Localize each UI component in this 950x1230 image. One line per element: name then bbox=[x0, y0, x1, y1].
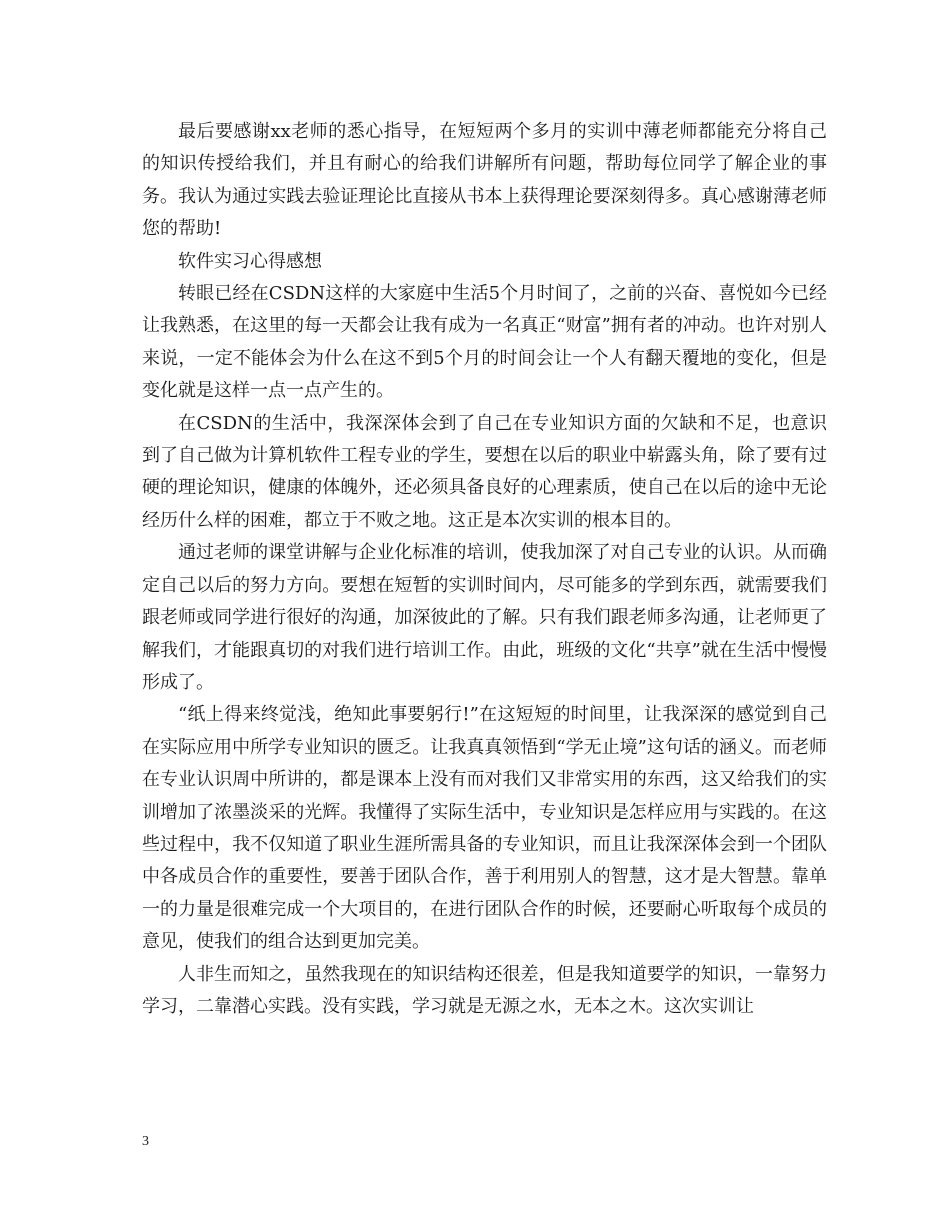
paragraph-learning: 人非生而知之，虽然我现在的知识结构还很差，但是我知道要学的知识，一靠努力学习，二靠潜心实践。没有实践，学习就是无源之水，无本之木。这次实训让 bbox=[142, 963, 827, 1017]
paragraph-thanks: 最后要感谢xx老师的悉心指导，在短短两个多月的实训中薄老师都能充分将自己的知识传授给我们，并且有耐心的给我们讲解所有问题，帮助每位同学了解企业的事务。我认为通过实践去验证理论比直接从书本上获得理论要深刻得多。真心感谢薄老师您的帮助! bbox=[142, 121, 827, 240]
paragraph-practice-quote: “纸上得来终觉浅，绝知此事要躬行!”在这短短的时间里，让我深深的感觉到自己在实际应用中所学专业知识的匮乏。让我真真领悟到“学无止境”这句话的涵义。而老师在专业认识周中所讲的，都是课本上没有而对我们又非常实用的东西，这又给我们的实训增加了浓墨淡采的光辉。我懂得了实际生活中，专业知识是怎样应用与实践的。在这些过程中，我不仅知道了职业生涯所需具备的专业知识，而且让我深深体会到一个团队中各成员合作的重要性，要善于团队合作，善于利用别人的智慧，这才是大智慧。靠单一的力量是很难完成一个大项目的，在进行团队合作的时候，还要耐心听取每个成员的意见，使我们的组合达到更加完美。 bbox=[142, 704, 827, 953]
paragraph-csdn-life: 转眼已经在CSDN这样的大家庭中生活5个月时间了，之前的兴奋、喜悦如今已经让我熟悉，在这里的每一天都会让我有成为一名真正“财富”拥有者的冲动。也许对别人来说，一定不能体会为什么在这不到5个月的时间会让一个人有翻天覆地的变化，但是变化就是这样一点一点产生的。 bbox=[142, 283, 827, 402]
page-number: 3 bbox=[142, 1134, 149, 1149]
paragraph-teacher-training: 通过老师的课堂讲解与企业化标准的培训，使我加深了对自己专业的认识。从而确定自己以后的努力方向。要想在短暂的实训时间内，尽可能多的学到东西，就需要我们跟老师或同学进行很好的沟通，加深彼此的了解。只有我们跟老师多沟通，让老师更了解我们，才能跟真切的对我们进行培训工作。由此，班级的文化“共享”就在生活中慢慢形成了。 bbox=[142, 542, 827, 693]
document-body bbox=[142, 116, 827, 1023]
section-heading: 软件实习心得感想 bbox=[178, 250, 322, 272]
paragraph-professional-knowledge: 在CSDN的生活中，我深深体会到了自己在专业知识方面的欠缺和不足，也意识到了自己做为计算机软件工程专业的学生，要想在以后的职业中崭露头角，除了要有过硬的理论知识，健康的体魄外，还必须具备良好的心理素质，使自己在以后的途中无论经历什么样的困难，都立于不败之地。这正是本次实训的根本目的。 bbox=[142, 412, 827, 531]
